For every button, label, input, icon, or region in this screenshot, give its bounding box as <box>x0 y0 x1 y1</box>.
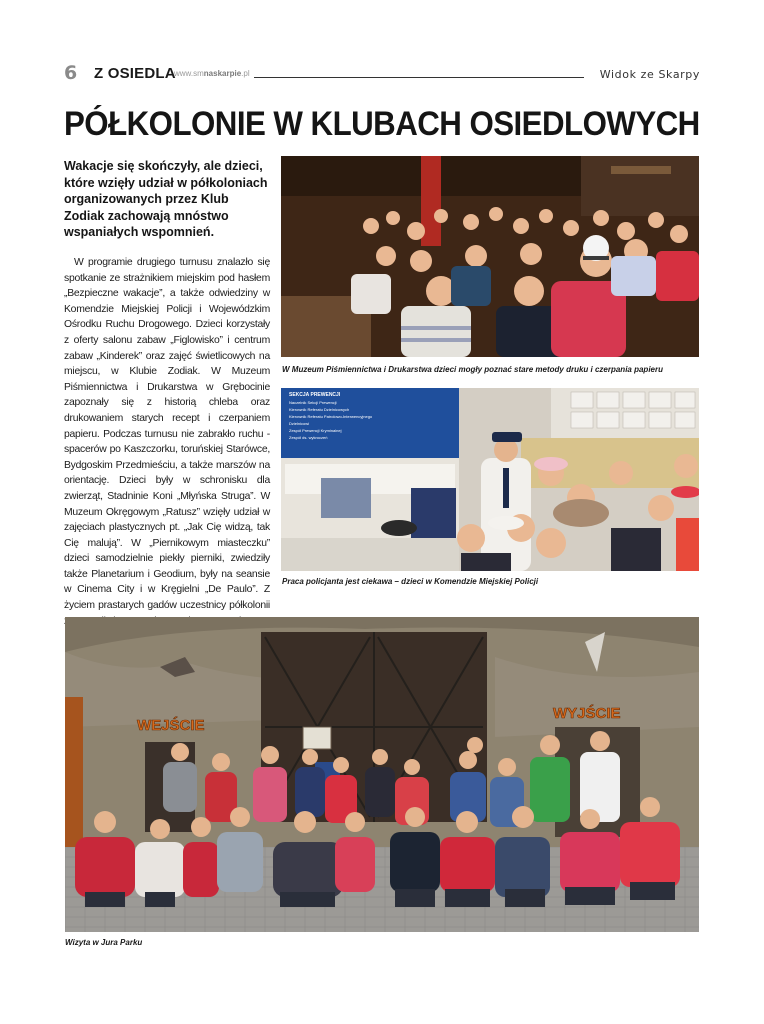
header-rule <box>254 77 584 78</box>
article-lead: Wakacje się skończyły, ale dzieci, które wzięły udział w półkoloniach organizowanych przez Klub Zodiak zachowają mnóstwo wspaniałych wspomnień. <box>64 159 268 239</box>
police-board-row: Naczelnik Sekcji Prewencji <box>289 400 337 405</box>
section-name: Z OSIEDLA <box>94 65 176 82</box>
exit-sign: WYJŚCIE <box>553 705 621 722</box>
police-board-row: Kierownik Referatu Patrolowo-Interwencyjnego <box>289 414 373 419</box>
page-header <box>64 62 700 84</box>
url-prefix: www.sm <box>174 69 204 78</box>
police-caption: Praca policjanta jest ciekawa – dzieci w Komendzie Miejskiej Policji <box>282 577 539 586</box>
jura-park-photo <box>65 617 699 932</box>
police-photo <box>281 388 699 571</box>
article-body: W programie drugiego turnusu znalazło się spotkanie ze strażnikiem miejskim pod hasłem „Bezpieczne wakacje”, a także odwiedziny w Komendzie Miejskiej Policji i Wojewódzkim Ośrodku Ruchu Drogowego. Dzieci korzystały z oferty salonu zabaw „Figlowisko” i centrum zabaw „Kinderek” oraz zajęć świetlicowych na miejscu, w Klubie Zodiak. W Muzeum Piśmiennictwa i Drukarstwa w Grębocinie zapoznały się z historią chleba oraz drukowaniem starych recept i czerpaniem papieru. Podczas turnusu nie zabrakło ruchu - spacerów po Kaszczorku, toruńskiej Starówce, Bydgoskim Przedmieściu, a także marszów na orientację. Dzieci były w schronisku dla zwierząt, Stadninie Koni „Młyńska Struga”. W Muzeum Okręgowym „Ratusz” wzięły udział w zajęciach plastycznych pt. „Jak Cię widzą, tak Cię malują”. W „Piernikowym miasteczku” dzieci samodzielnie piekły pierniki, zwiedziły także Planetarium i Geodium, były na seansie w Cinema City i w Kręgielni „De Paulo”. Z życiem prastarych gadów uczestnicy półkolonii <box>64 257 270 612</box>
magazine-name: Widok ze Skarpy <box>599 68 700 81</box>
police-board-title: SEKCJA PREWENCJI <box>289 392 341 398</box>
jura-park-caption: Wizyta w Jura Parku <box>65 938 143 947</box>
website-url[interactable] <box>174 69 250 78</box>
entrance-sign: WEJŚCIE <box>137 717 205 734</box>
police-board-row: Kierownik Referatu Dzielnicowych <box>289 407 350 412</box>
page-number: 6 <box>64 62 78 84</box>
police-board-row: Dzielnicowi <box>289 421 310 426</box>
police-board-row: Zespół ds. wykroczeń <box>289 435 328 440</box>
museum-caption: W Muzeum Piśmiennictwa i Drukarstwa dzieci mogły poznać stare metody druku i czerpania papieru <box>282 365 663 374</box>
url-brand: naskarpie <box>203 69 242 78</box>
police-board-row: Zespół Prewencji Kryminalnej <box>289 428 342 433</box>
url-suffix: .pl <box>241 69 250 78</box>
museum-photo <box>281 156 699 357</box>
article-title: PÓŁKOLONIE W KLUBACH OSIEDLOWYCH <box>64 105 700 143</box>
